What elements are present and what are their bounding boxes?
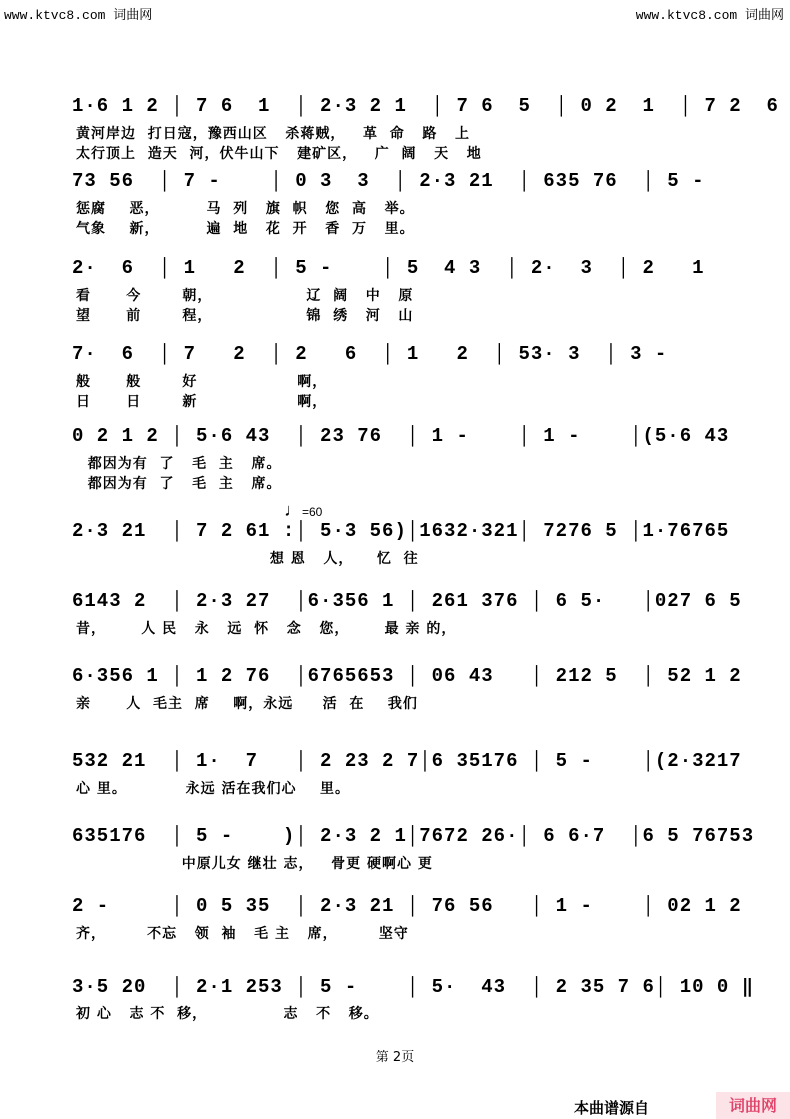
quarter-note-icon: ♩ — [284, 500, 302, 520]
notes-line: 6143 2 │ 2·3 27 │6·356 1 │ 261 376 │ 6 5· │027 6 5 — [72, 590, 742, 612]
lyric-line: 气象 新， 遍 地 花 开 香 万 里。 — [76, 221, 415, 237]
tempo-value: =60 — [302, 505, 323, 519]
lyric-line: 看 今 朝， 辽 阔 中 原 — [76, 288, 414, 304]
lyric-line: 亲 人 毛主 席 啊，永远 活 在 我们 — [76, 696, 418, 712]
brand-logo: 词曲网 — [716, 1092, 790, 1119]
source-label: 本曲谱源自 — [574, 1099, 650, 1117]
notes-line: 1·6 1 2 │ 7 6 1 │ 2·3 2 1 │ 7 6 5 │ 0 2 1 │ 7 2 6 — [72, 95, 779, 117]
site-watermark-left: www.ktvc8.com 词曲网 — [4, 8, 153, 23]
lyric-line: 都因为有 了 毛 主 席。 — [76, 476, 282, 492]
lyric-line: 黄河岸边 打日寇，豫西山区 杀蒋贼， 革 命 路 上 — [76, 126, 470, 142]
lyric-line: 心 里。 永远 活在我们心 里。 — [76, 781, 350, 797]
lyric-line: 惩腐 恶， 马 列 旗 帜 您 高 举。 — [76, 201, 415, 217]
notes-line: 6·356 1 │ 1 2 76 │6765653 │ 06 43 │ 212 5 │ 52 1 2 — [72, 665, 742, 687]
lyric-line: 太行顶上 造天 河，伏牛山下 建矿区， 广 阔 天 地 — [76, 146, 482, 162]
lyric-line: 想 恩 人， 忆 往 — [76, 551, 419, 567]
lyric-line: 都因为有 了 毛 主 席。 — [76, 456, 282, 472]
lyric-line: 般 般 好 啊， — [76, 374, 328, 390]
lyric-line: 望 前 程， 锦 绣 河 山 — [76, 308, 414, 324]
notes-line: 3·5 20 │ 2·1 253 │ 5 - │ 5· 43 │ 2 35 7 6│ 10 0 ‖ — [72, 976, 755, 998]
notes-line: 73 56 │ 7 - │ 0 3 3 │ 2·3 21 │ 635 76 │ 5 - — [72, 170, 705, 192]
notes-line: 2 - │ 0 5 35 │ 2·3 21 │ 76 56 │ 1 - │ 02 1 2 — [72, 895, 742, 917]
notes-line: 2·3 21 │ 7 2 61 :│ 5·3 56)│1632·321│ 7276 5 │1·76765 — [72, 520, 730, 542]
site-watermark-right: www.ktvc8.com 词曲网 — [635, 8, 784, 23]
lyric-line: 初 心 志 不 移， 志 不 移。 — [76, 1006, 379, 1022]
notes-line: 2· 6 │ 1 2 │ 5 - │ 5 4 3 │ 2· 3 │ 2 1 — [72, 257, 705, 279]
notes-line: 532 21 │ 1· 7 │ 2 23 2 7│6 35176 │ 5 - │(2·3217 — [72, 750, 742, 772]
notes-line: 7· 6 │ 7 2 │ 2 6 │ 1 2 │ 53· 3 │ 3 - — [72, 343, 668, 365]
lyric-line: 昔， 人 民 永 远 怀 念 您， 最 亲 的， — [76, 621, 457, 637]
notes-line: 635176 │ 5 - )│ 2·3 2 1│7672 26·│ 6 6·7 │6 5 76753 — [72, 825, 755, 847]
notes-line: 0 2 1 2 │ 5·6 43 │ 23 76 │ 1 - │ 1 - │(5·6 43 — [72, 425, 730, 447]
page-number: 第 2页 — [375, 1050, 415, 1065]
tempo-marking — [284, 500, 322, 521]
lyric-line: 日 日 新 啊， — [76, 394, 328, 410]
lyric-line: 齐， 不忘 领 袖 毛 主 席， 坚守 — [76, 926, 409, 942]
lyric-line: 中原儿女 继壮 志， 骨更 硬啊心 更 — [76, 856, 433, 872]
